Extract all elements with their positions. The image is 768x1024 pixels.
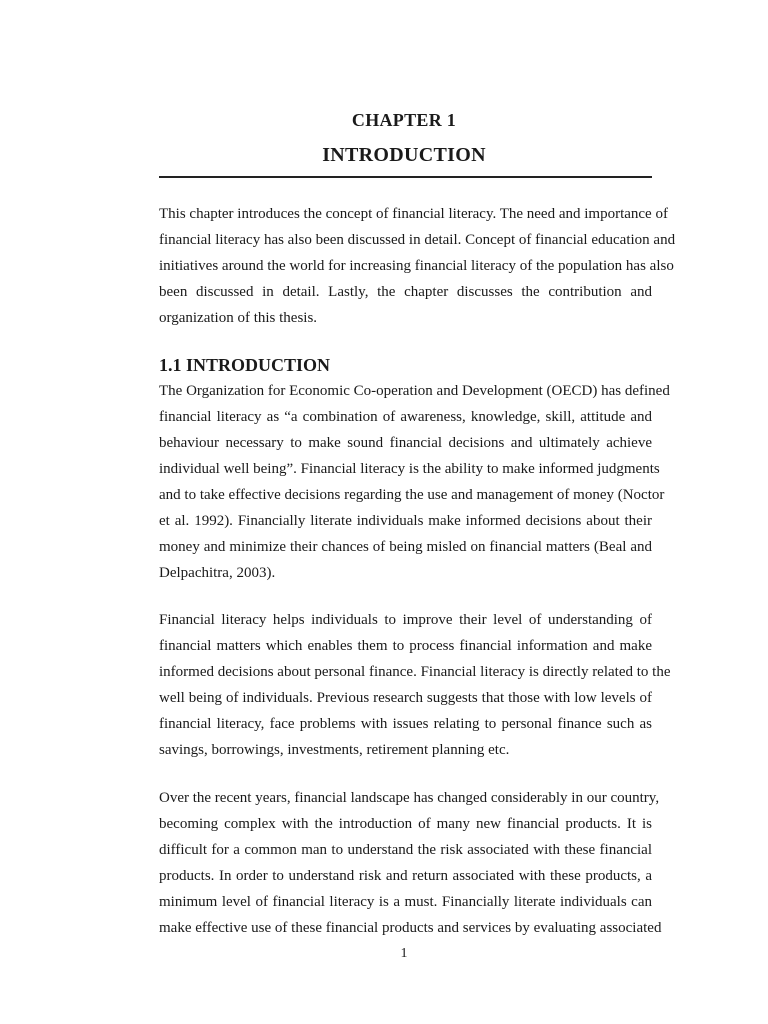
body-paragraph-3 [159,785,662,941]
text-line: been discussed in detail. Lastly, the chapter discusses the contribution and [159,284,652,300]
text-line: money and minimize their chances of being misled on financial matters (Beal and [159,539,652,555]
text-line: informed decisions about personal finance. Financial literacy is directly related to the [159,664,671,680]
title-rule [159,176,652,178]
chapter-title: INTRODUCTION [322,144,486,166]
text-line: et al. 1992). Financially literate individuals make informed decisions about their [159,513,652,529]
text-line: and to take effective decisions regarding the use and management of money (Noctor [159,487,665,503]
text-line: The Organization for Economic Co-operation and Development (OECD) has defined [159,383,670,399]
body-paragraph-1 [159,378,670,586]
text-line: financial literacy, face problems with issues relating to personal finance such as [159,716,652,732]
body-paragraph-2 [159,607,671,763]
text-line: Financial literacy helps individuals to improve their level of understanding of [159,612,652,628]
text-line: difficult for a common man to understand the risk associated with these financial [159,842,652,858]
text-line: financial literacy as “a combination of awareness, knowledge, skill, attitude and [159,409,652,425]
intro-paragraph [159,201,676,331]
text-line: financial matters which enables them to process financial information and make [159,638,652,654]
text-line: organization of this thesis. [159,310,318,326]
text-line: Delpachitra, 2003). [159,565,276,581]
text-line: minimum level of financial literacy is a must. Financially literate individuals can [159,894,652,910]
chapter-label: CHAPTER 1 [351,110,457,130]
text-line: savings, borrowings, investments, retirement planning etc. [159,742,510,758]
text-line: becoming complex with the introduction of many new financial products. It is [159,816,652,832]
text-line: well being of individuals. Previous research suggests that those with low levels of [159,690,652,706]
text-line: individual well being”. Financial literacy is the ability to make informed judgments [159,461,660,477]
text-line: products. In order to understand risk and return associated with these products, a [159,868,652,884]
text-line: behaviour necessary to make sound financial decisions and ultimately achieve [159,435,652,451]
section-heading: 1.1 INTRODUCTION [159,355,331,375]
text-line: financial literacy has also been discussed in detail. Concept of financial education and [159,232,676,248]
text-line: This chapter introduces the concept of financial literacy. The need and importance of [159,206,668,222]
text-line: make effective use of these financial products and services by evaluating associated [159,920,662,936]
text-line: Over the recent years, financial landscape has changed considerably in our country, [159,790,660,806]
text-line: initiatives around the world for increasing financial literacy of the population has also [159,258,674,274]
page-number: 1 [400,946,408,961]
